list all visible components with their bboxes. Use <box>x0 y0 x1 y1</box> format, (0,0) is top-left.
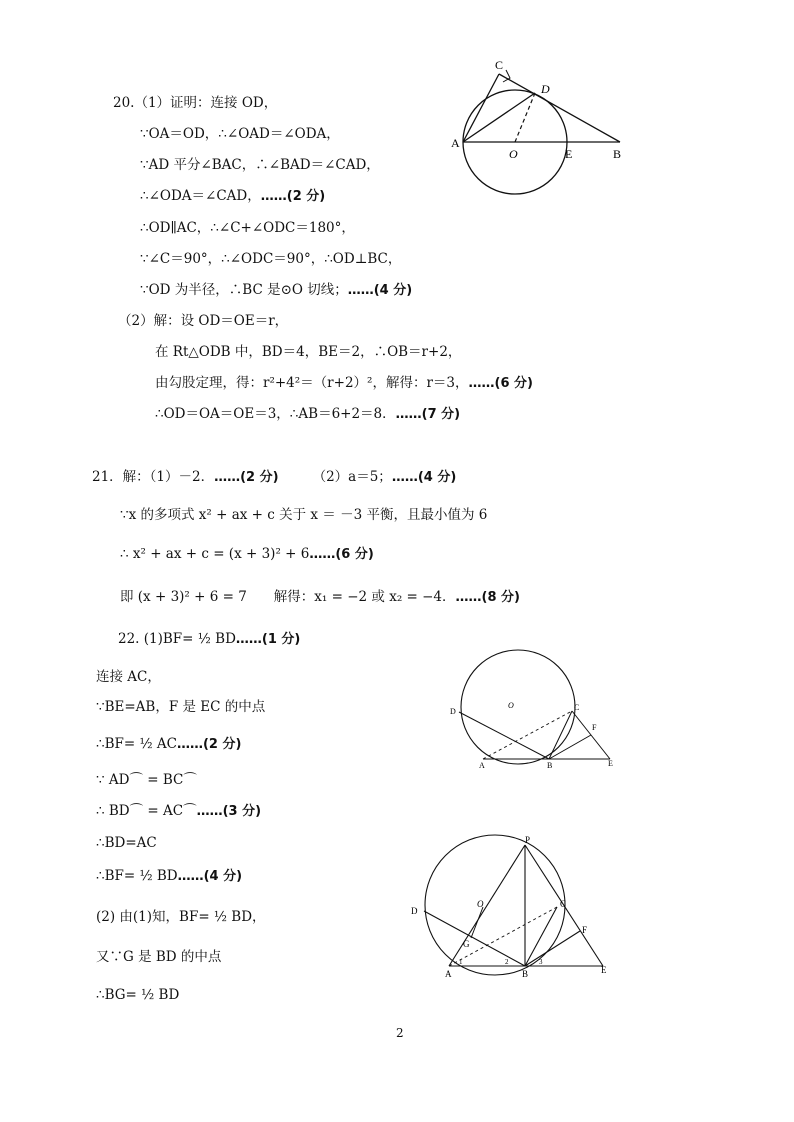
points-label: ……(6 分) <box>468 376 533 391</box>
q22-line-4: ∵ AD⌒ = BC⌒ <box>96 772 197 788</box>
q22-figure-1 <box>445 650 625 775</box>
q20-line-11: ∴OD＝OA＝OE＝3，∴AB＝6+2＝8．……(7 分) <box>155 406 461 422</box>
label-c: C <box>574 703 580 712</box>
q21-line-1: 21．解：（1）－2．……(2 分) （2）a＝5；……(4 分) <box>92 469 457 485</box>
segment-ac-dashed <box>483 711 572 759</box>
q22-line-5: ∴ BD⌒ = AC⌒……(3 分) <box>96 803 262 819</box>
q20-line-7: ∵OD 为半径，∴BC 是⊙O 切线；……(4 分) <box>140 282 413 298</box>
q20-line-1: 20.（1）证明：连接 OD， <box>113 95 278 111</box>
label-e: E <box>565 147 573 161</box>
q21-line-4: 即 (x + 3)² + 6 = 7 解得：x₁ = −2 或 x₂ = −4．……(8 分) <box>120 589 520 605</box>
points-label: ……(2 分) <box>214 470 279 485</box>
q22-line-3: ∴BF= ½ AC……(2 分) <box>96 736 242 752</box>
segment-db <box>459 712 549 759</box>
label-e: E <box>601 965 607 975</box>
label-a: A <box>451 136 460 150</box>
q20-line-5: ∴OD∥AC，∴∠C+∠ODC＝180°， <box>140 220 355 236</box>
label-c: C <box>560 899 567 909</box>
label-f: F <box>582 925 588 935</box>
points-label: ……(2 分) <box>260 189 326 204</box>
q22-line-10: ∴BG= ½ BD <box>96 987 180 1003</box>
points-label: ……(8 分) <box>455 590 520 605</box>
q22-line-1: 连接 AC， <box>96 669 161 685</box>
label-o: O <box>508 701 514 710</box>
points-label: ……(1 分) <box>235 632 301 647</box>
circle-o <box>461 650 575 764</box>
q22-title: 22. (1)BF= ½ BD……(1 分) <box>118 631 301 647</box>
q20-line-8: （2）解：设 OD＝OE＝r， <box>118 313 289 329</box>
q22-line-8: (2) 由(1)知，BF= ½ BD， <box>96 909 266 925</box>
label-b: B <box>547 761 553 770</box>
q21-line-2: ∵x 的多项式 x² + ax + c 关于 x ＝ －3 平衡，且最小值为 6 <box>120 507 488 523</box>
segment-bf <box>525 931 580 966</box>
label-d: D <box>541 82 550 96</box>
label-f: F <box>592 723 597 732</box>
points-label: ……(4 分) <box>347 283 413 298</box>
points-label: ……(3 分) <box>196 804 262 819</box>
label-angle-3: 3 <box>539 958 543 966</box>
segment-og <box>471 907 483 938</box>
points-label: ……(7 分) <box>395 407 461 422</box>
segment-db <box>424 911 525 966</box>
segment-pa <box>449 845 525 966</box>
segment-bc <box>549 711 572 759</box>
segment-ac <box>463 74 499 142</box>
label-angle-2: 2 <box>505 958 509 966</box>
points-label: ……(4 分) <box>177 869 243 884</box>
label-e: E <box>608 759 613 768</box>
label-b: B <box>522 969 529 979</box>
q20-line-2: ∵OA＝OD，∴∠OAD＝∠ODA， <box>140 126 340 142</box>
q21-line-3: ∴ x² + ax + c = (x + 3)² + 6……(6 分) <box>120 546 374 562</box>
q20-line-3: ∵AD 平分∠BAC，∴∠BAD＝∠CAD， <box>140 157 380 173</box>
label-p: P <box>525 835 531 845</box>
segment-ad <box>463 93 535 142</box>
q20-line-10: 由勾股定理，得：r²+4²＝（r+2）²，解得：r＝3，……(6 分) <box>155 375 533 391</box>
q22-line-6: ∴BD=AC <box>96 835 157 851</box>
label-d: D <box>411 906 418 916</box>
label-o: O <box>509 147 518 161</box>
points-label: ……(6 分) <box>309 547 374 562</box>
q20-line-4: ∴∠ODA＝∠CAD，……(2 分) <box>140 188 326 204</box>
label-b: B <box>613 147 622 161</box>
label-c: C <box>495 58 504 72</box>
points-label: ……(4 分) <box>391 470 457 485</box>
page-number: 2 <box>396 1026 404 1040</box>
label-d: D <box>450 707 456 716</box>
points-label: ……(2 分) <box>176 737 242 752</box>
q22-line-7: ∴BF= ½ BD……(4 分) <box>96 868 243 884</box>
q20-line-9: 在 Rt△ODB 中，BD＝4，BE＝2，∴OB＝r+2， <box>155 344 462 360</box>
label-g: G <box>463 939 470 949</box>
segment-cb <box>499 74 620 142</box>
q20-line-6: ∵∠C＝90°，∴∠ODC＝90°，∴OD⊥BC， <box>140 251 402 267</box>
q22-figure-2 <box>405 835 625 985</box>
q22-line-2: ∵BE=AB，F 是 EC 的中点 <box>96 699 266 715</box>
label-a: A <box>479 761 485 770</box>
label-a: A <box>445 969 452 979</box>
label-o: O <box>477 899 484 909</box>
q20-figure <box>445 55 635 205</box>
label-angle-1: 1 <box>459 958 463 966</box>
q22-line-9: 又∵G 是 BD 的中点 <box>96 949 222 965</box>
